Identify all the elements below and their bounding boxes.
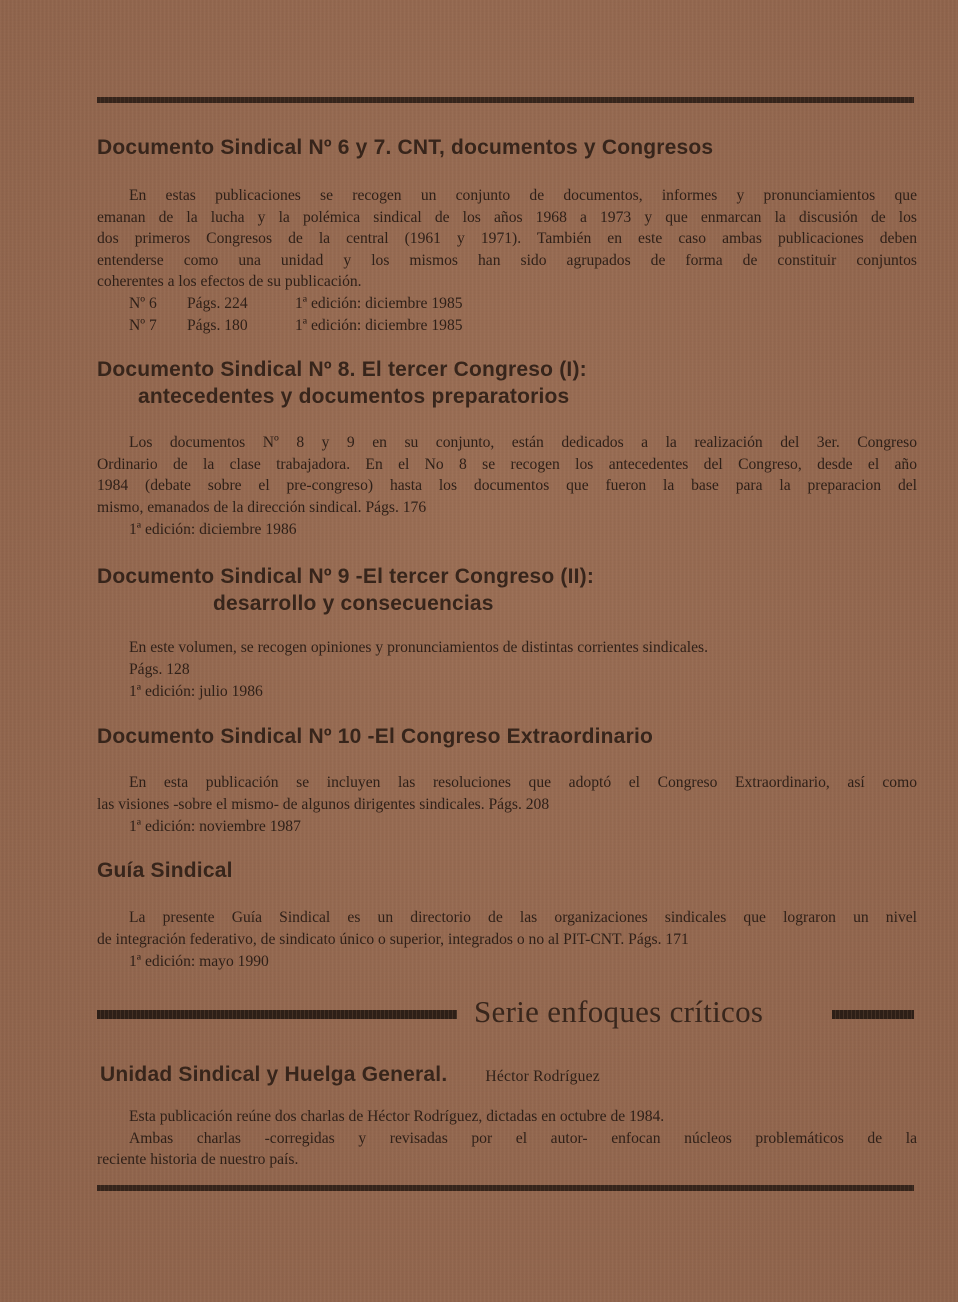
serie-item-heading: Unidad Sindical y Huelga General. Héctor Rodríguez bbox=[100, 1063, 600, 1086]
serie-bar-left bbox=[97, 1010, 457, 1019]
entry-no-7: Nº 7 Págs. 180 1ª edición: diciembre 1985 bbox=[129, 317, 463, 334]
section-heading-doc-8-line1: Documento Sindical Nº 8. El tercer Congreso (I): bbox=[97, 358, 587, 381]
top-divider bbox=[97, 97, 914, 103]
section-heading-doc-8-line2: antecedentes y documentos preparatorios bbox=[138, 385, 570, 408]
entry-no-6: Nº 6 Págs. 224 1ª edición: diciembre 1985 bbox=[129, 295, 463, 312]
section-heading-doc-6-7: Documento Sindical Nº 6 y 7. CNT, documentos y Congresos bbox=[97, 136, 714, 159]
section-heading-guia-sindical: Guía Sindical bbox=[97, 859, 233, 882]
section-paragraph-doc-6-7: En estas publicaciones se recogen un conjunto de documentos, informes y pronunciamientos que emanan de la lucha y la polémica sindical de los años 1968 a 1973 y que enmarcan la discusión de los dos primeros Congresos de la central (1961 y 1971). También en este caso ambas publicaciones deben entenderse como una unidad y los mismos han sido agrupados de forma de constituir conjuntos coherentes a los efectos de su publicación. bbox=[97, 187, 917, 290]
pages-doc-9: Págs. 128 bbox=[129, 661, 190, 678]
serie-header bbox=[97, 994, 917, 1034]
serie-bar-right bbox=[832, 1010, 914, 1019]
serie-title: Serie enfoques críticos bbox=[474, 994, 764, 1029]
section-paragraph-doc-8: Los documentos Nº 8 y 9 en su conjunto, están dedicados a la realización del 3er. Congreso Ordinario de la clase trabajadora. En el No 8 se recogen los antecedentes del Congreso, desde el año 1984 (debate sobre el pre-congreso) hasta los documentos que fueron la base para la preparacion del mismo, emanados de la dirección sindical. Págs. 176 bbox=[97, 434, 917, 516]
section-paragraph-guia-sindical: La presente Guía Sindical es un directorio de las organizaciones sindicales que lograron un nivel de integración federativo, de sindicato único o superior, integrados o no al PIT-CNT. Págs. 171 bbox=[97, 909, 917, 948]
serie-item-author: Héctor Rodríguez bbox=[485, 1068, 600, 1085]
section-paragraph-doc-10: En esta publicación se incluyen las resoluciones que adoptó el Congreso Extraordinario, así como las visiones -sobre el mismo- de algunos dirigentes sindicales. Págs. 208 bbox=[97, 774, 917, 813]
edition-doc-10: 1ª edición: noviembre 1987 bbox=[129, 818, 301, 835]
section-heading-doc-10: Documento Sindical Nº 10 -El Congreso Extraordinario bbox=[97, 725, 653, 748]
section-heading-doc-9-line1: Documento Sindical Nº 9 -El tercer Congreso (II): bbox=[97, 565, 595, 588]
edition-doc-9: 1ª edición: julio 1986 bbox=[129, 683, 263, 700]
edition-doc-8: 1ª edición: diciembre 1986 bbox=[129, 521, 297, 538]
edition-guia-sindical: 1ª edición: mayo 1990 bbox=[129, 953, 269, 970]
section-heading-doc-9-line2: desarrollo y consecuencias bbox=[213, 592, 494, 615]
section-paragraph-doc-9: En este volumen, se recogen opiniones y pronunciamientos de distintas corrientes sindicales. bbox=[129, 639, 708, 656]
serie-item-paragraph: Esta publicación reúne dos charlas de Héctor Rodríguez, dictadas en octubre de 1984. Ambas charlas -corregidas y revisadas por el autor- enfocan núcleos problemáticos de la reciente historia de nuestro país. bbox=[97, 1108, 917, 1168]
bottom-divider bbox=[97, 1185, 914, 1191]
